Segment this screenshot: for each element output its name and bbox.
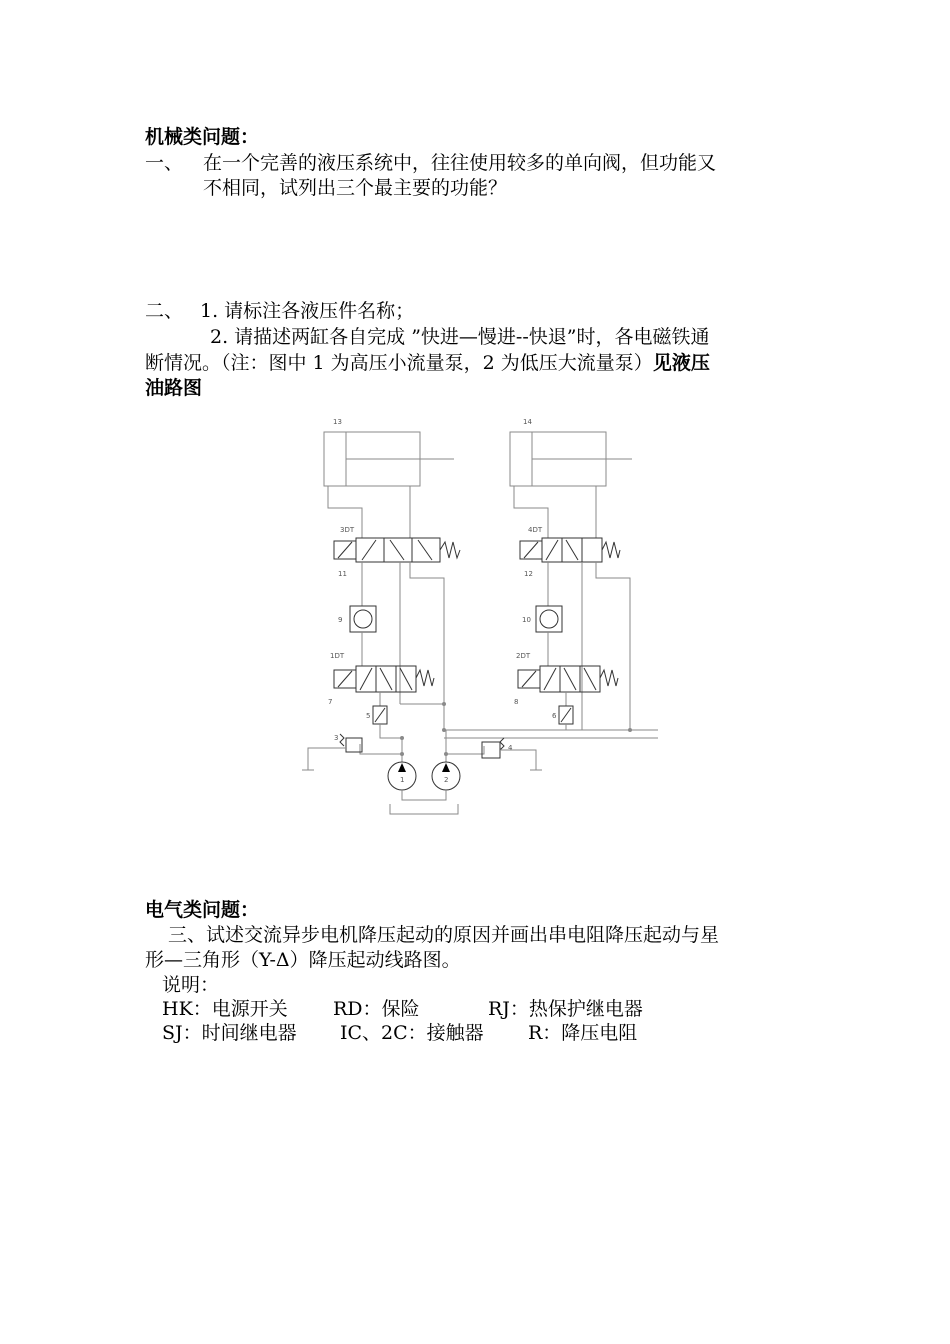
legend-hk: HK：电源开关 [162, 998, 288, 1020]
legend-resistor: R：降压电阻 [528, 1022, 638, 1044]
label-12: 12 [524, 570, 533, 578]
valve-11 [334, 538, 460, 562]
valve-12 [520, 538, 620, 562]
q2-number: 二、 [145, 300, 184, 322]
q2-see-diagram-cont: 油路图 [145, 377, 203, 399]
label-11: 11 [338, 570, 347, 578]
label-2dt: 2DT [516, 652, 531, 660]
valve-8 [518, 666, 618, 692]
q3-text-line1: 三、试述交流异步电机降压起动的原因并画出串电阻降压起动与星 [168, 924, 720, 946]
check-valve-10 [536, 606, 562, 632]
throttle-valve-5 [373, 706, 387, 724]
hydraulic-circuit-diagram [300, 408, 660, 828]
q2-item2: 2. 请描述两缸各自完成 ”快进—慢进--快退”时，各电磁铁通 [210, 326, 710, 348]
q2-item1: 1. 请标注各液压件名称； [200, 300, 415, 322]
throttle-valve-6 [559, 706, 573, 724]
label-pump-2: 2 [444, 776, 449, 784]
mech-heading: 机械类问题： [145, 126, 260, 148]
label-13: 13 [333, 418, 342, 426]
label-3: 3 [334, 734, 339, 742]
q2-note: 断情况。（注：图中 1 为高压小流量泵，2 为低压大流量泵） [145, 352, 653, 374]
legend-contactor: IC、2C：接触器 [340, 1022, 484, 1044]
q2-line3 [145, 351, 710, 375]
label-3dt: 3DT [340, 526, 355, 534]
label-9: 9 [338, 616, 343, 624]
label-5: 5 [366, 712, 371, 720]
q1-number: 一、 [145, 152, 184, 174]
label-14: 14 [523, 418, 532, 426]
legend-sj: SJ：时间继电器 [162, 1022, 297, 1044]
q1-text-line2: 不相同，试列出三个最主要的功能？ [203, 177, 508, 199]
label-pump-1: 1 [400, 776, 405, 784]
check-valve-9 [350, 606, 376, 632]
q1-text-line1: 在一个完善的液压系统中，往往使用较多的单向阀，但功能又 [203, 152, 717, 174]
label-7: 7 [328, 698, 333, 706]
valve-7 [334, 666, 434, 692]
legend-rd: RD：保险 [333, 998, 420, 1020]
relief-valve-4 [482, 738, 504, 758]
label-4: 4 [508, 744, 513, 752]
q3-text-line2: 形—三角形（Y-Δ）降压起动线路图。 [145, 949, 461, 971]
label-10: 10 [522, 616, 531, 624]
label-6: 6 [552, 712, 557, 720]
label-1dt: 1DT [330, 652, 345, 660]
legend-note: 说明： [162, 974, 220, 996]
label-8: 8 [514, 698, 519, 706]
relief-valve-3 [340, 734, 362, 752]
label-4dt: 4DT [528, 526, 543, 534]
elec-heading: 电气类问题： [145, 899, 260, 921]
q2-see-diagram: 见液压 [652, 352, 710, 374]
legend-rj: RJ：热保护继电器 [488, 998, 643, 1020]
